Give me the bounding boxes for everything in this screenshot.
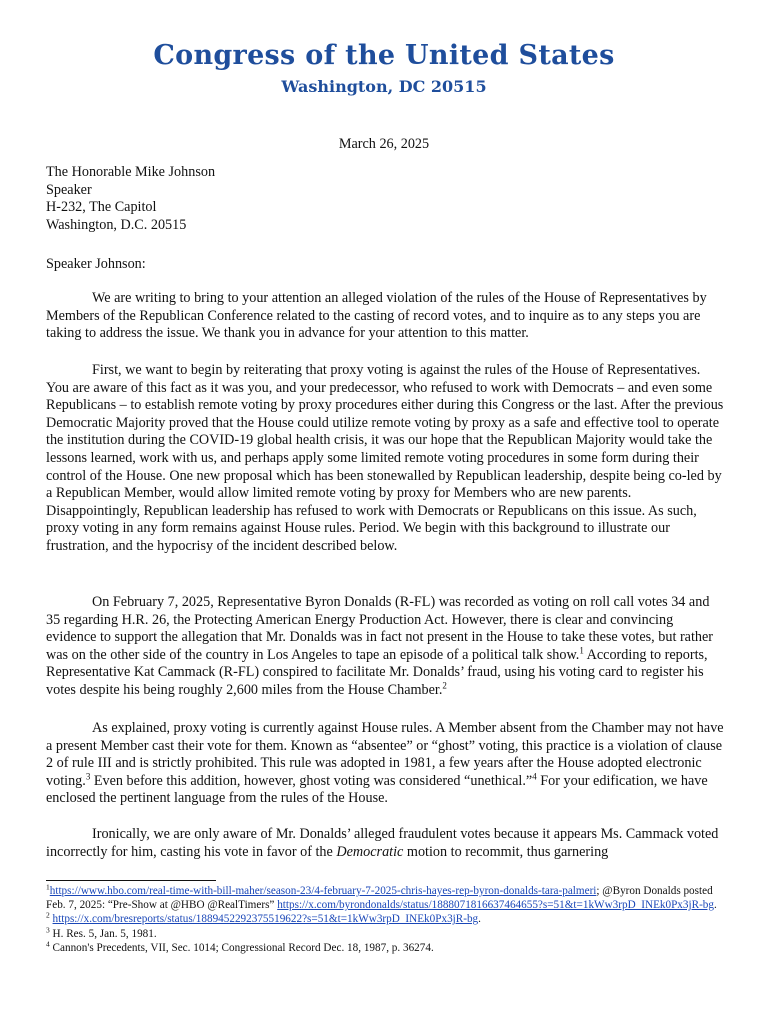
footnote-number: 2 [46,910,50,920]
address-line: H-232, The Capitol [46,199,157,216]
paragraph-3-text-a: On February 7, 2025, Representative Byron Donalds (R-FL) was recorded as voting on roll call votes 34 and 35 regarding H.R. 26, the Protecting American Energy Production Act. However, there is clear and convincing evidence to support the allegation that Mr. Donalds was in fact not present in the House to take these votes, but rather was on the other side of the country in Los Angeles to tape an episode of a political talk show. [46,594,714,663]
recipient-address [46,164,726,234]
letter-date: March 26, 2025 [338,136,430,152]
paragraph-5-text-a: Ironically, we are only aware of Mr. Donalds’ alleged fraudulent votes because it appears Ms. Cammack voted incorrectly for him, casting his vote in favor of the [46,826,719,860]
footnote-number: 3 [46,924,50,934]
footnote-number: 4 [46,939,50,949]
footnote-1 [46,884,726,912]
footnote-3-text: H. Res. 5, Jan. 5, 1981. [52,927,157,940]
footnotes [46,884,726,955]
footnote-number: 1 [46,882,50,892]
footnote-ref-3[interactable]: 3 [85,771,91,782]
paragraph-4-text-a: As explained, proxy voting is currently against House rules. A Member absent from the Chamber may not have a present Member cast their vote for them. Known as “absentee” or “ghost” voting, this practice is a violation of clause 2 of rule III and is strictly prohibited. This rule was adopted in 1981, a few years after the House adopted electronic voting. [46,720,724,789]
paragraph-3-text-b: According to reports, Representative Kat Cammack (R-FL) conspired to facilitate Mr. Donalds’ fraud, using his voting card to register his votes despite his being roughly 2,600 miles from the House Chamber. [46,646,708,698]
footnote-4-text: Cannon's Precedents, VII, Sec. 1014; Congressional Record Dec. 18, 1987, p. 36274. [52,941,434,954]
letterhead-title: Congress of the United States [153,40,615,71]
footnote-1-link-2[interactable]: https://x.com/byrondonalds/status/1888071816637464655?s=51&t=1kWw3rpD_INEk0Px3jR-bg [277,899,714,912]
footnote-divider [46,880,216,881]
footnote-1-end: . [713,899,717,912]
footnote-2 [46,912,726,926]
paragraph-5-emphasis: Democratic [336,843,404,860]
paragraph-4-text-c: For your edification, we have enclosed the pertinent language from the rules of the House. [46,772,708,807]
footnote-2-link[interactable]: https://x.com/bresreports/status/1889452292375519622?s=51&t=1kWw3rpD_INEk0Px3jR-bg [52,913,479,926]
footnote-ref-1[interactable]: 1 [579,645,584,656]
letterhead [0,40,768,98]
footnote-2-end: . [478,913,481,926]
paragraph-2: First, we want to begin by reiterating that proxy voting is against the rules of the House of Representatives. You are aware of this fact as it was you, and your predecessor, who refused to work with Democrats – and even some Republicans – to establish remote voting by proxy procedures either during this Congress or the last. After the previous Democratic Majority proved that the House could utilize remote voting by proxy as a safe and effective tool to operate the institution during the COVID-19 global health crisis, it was our hope that the Republican Majority would take the lessons learned, work with us, and perhaps apply some limited remote voting procedures in some form during their control of the House. One new proposal which has been stonewalled by Republican leadership, despite being co-led by a Republican Member, would allow limited remote voting by proxy for Members who are new parents. Disappointingly, Republican leadership has refused to work with Democrats or Republicans on this issue. As such, proxy voting in any form remains against House rules. Period. We begin with this background to illustrate our frustration, and the hypocrisy of the incident described below. [46,362,724,554]
paragraph-4 [46,720,726,808]
paragraph-4-text-b: Even before this addition, however, ghost voting was considered “unethical.” [90,772,533,789]
salutation: Speaker Johnson: [46,256,146,272]
footnote-1-link[interactable]: https://www.hbo.com/real-time-with-bill-maher/season-23/4-february-7-2025-chris-hayes-rep-byron-donalds-tara-palmeri [49,885,597,897]
address-line: Washington, D.C. 20515 [46,216,187,233]
footnote-ref-4[interactable]: 4 [532,771,537,782]
footnote-ref-2[interactable]: 2 [442,680,447,691]
address-line: Speaker [46,181,92,198]
footnote-3 [46,924,726,941]
paragraph-1: We are writing to bring to your attention an alleged violation of the rules of the House of Representatives by Members of the Republican Conference related to the casting of record votes, and to inquire as to any steps you are taking to address the issue. We thank you in advance for your attention to this matter. [46,290,707,342]
address-line: The Honorable Mike Johnson [46,164,216,180]
footnote-1-text: ; @Byron Donalds posted Feb. 7, 2025: “Pre-Show at @HBO @RealTimers” [46,885,713,912]
paragraph-5 [46,826,726,861]
paragraph-5-text-b: motion to recommit, thus garnering [403,843,609,860]
letterhead-subtitle: Washington, DC 20515 [281,77,487,96]
paragraph-3 [46,594,726,700]
footnote-4 [46,941,726,955]
